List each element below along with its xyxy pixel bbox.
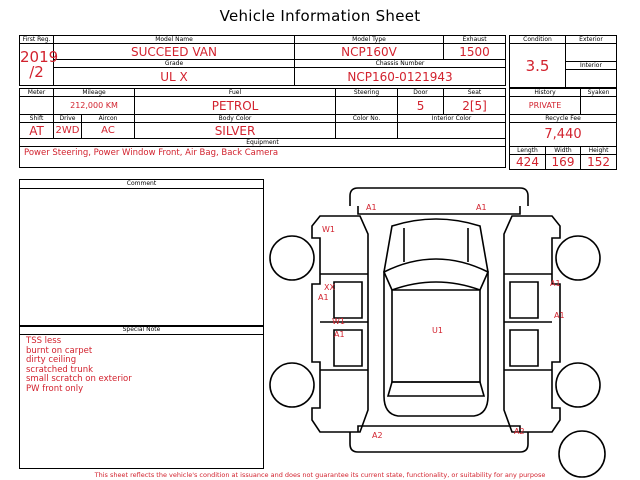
disclaimer-footer: This sheet reflects the vehicle's condition at issuance and does not guarantee its current state, functionality, or suitability for any purpose	[94, 471, 546, 479]
front-left-wheel-icon	[270, 236, 314, 280]
interior-label: Interior	[566, 62, 617, 70]
special-note-box	[19, 325, 264, 469]
special-note-item: small scratch on exterior	[26, 374, 132, 384]
seat-label: Seat	[444, 89, 506, 97]
history-value: PRIVATE	[510, 97, 581, 115]
grade-label: Grade	[54, 60, 295, 68]
first-reg-year: 2019	[20, 47, 59, 66]
model-name-label: Model Name	[54, 36, 295, 44]
top-view-body	[384, 219, 488, 416]
damage-mark: W1	[322, 225, 335, 234]
length-label: Length	[510, 147, 546, 155]
damage-mark: A1	[476, 203, 487, 212]
equipment-value: Power Steering, Power Window Front, Air Bag, Back Camera	[20, 147, 506, 168]
first-reg-label: First Reg.	[20, 36, 54, 44]
damage-mark: A1	[334, 330, 345, 339]
front-bumper-outline	[350, 188, 528, 206]
car-damage-diagram	[262, 182, 622, 470]
mileage-value: 212,000 KM	[54, 97, 135, 115]
exhaust-value: 1500	[444, 44, 506, 60]
hood-lines	[404, 228, 468, 262]
history-label: History	[510, 89, 581, 97]
door-value: 5	[398, 97, 444, 115]
fuel-value: PETROL	[135, 97, 336, 115]
damage-mark: A1	[550, 279, 561, 288]
height-label: Height	[581, 147, 617, 155]
roof-panel	[392, 290, 480, 382]
width-label: Width	[546, 147, 581, 155]
model-type-label: Model Type	[295, 36, 444, 44]
damage-mark: A1	[366, 203, 377, 212]
right-door-lines	[504, 274, 552, 370]
color-no-label: Color No.	[336, 115, 398, 123]
condition-label: Condition	[510, 36, 566, 44]
damage-mark: A1	[554, 311, 565, 320]
special-note-item: scratched trunk	[26, 364, 94, 375]
special-note-item: PW front only	[26, 383, 84, 394]
special-note-item: burnt on carpet	[26, 345, 93, 356]
drive-label: Drive	[54, 115, 82, 123]
shift-label: Shift	[20, 115, 54, 123]
length-value: 424	[510, 155, 546, 170]
windshield	[384, 259, 488, 290]
model-type-value: NCP160V	[295, 44, 444, 60]
special-note-label: Special Note	[20, 326, 263, 335]
special-note-item: dirty ceiling	[26, 355, 77, 365]
fuel-label: Fuel	[135, 89, 336, 97]
first-reg-value	[20, 44, 59, 86]
front-right-wheel-icon	[556, 236, 600, 280]
shift-value: AT	[20, 123, 54, 139]
recycle-fee-value: 7,440	[510, 123, 617, 147]
grade-value: UL X	[54, 68, 295, 86]
drive-value: 2WD	[54, 123, 82, 139]
special-note-item: TSS less	[26, 336, 62, 346]
damage-mark: U1	[432, 326, 443, 335]
first-reg-month: /2	[29, 62, 44, 81]
rear-window	[388, 382, 484, 396]
damage-mark: W1	[332, 317, 345, 326]
vehicle-details-table	[19, 88, 506, 168]
rear-right-wheel-icon	[556, 363, 600, 407]
seat-value: 2[5]	[444, 97, 506, 115]
body-color-label: Body Color	[135, 115, 336, 123]
height-value: 152	[581, 155, 617, 170]
steering-value	[336, 97, 398, 115]
recycle-fee-label: Recycle Fee	[510, 115, 617, 123]
syaken-value	[581, 97, 617, 115]
history-table	[509, 88, 617, 170]
vehicle-info-table	[19, 35, 506, 86]
equipment-label: Equipment	[20, 139, 506, 147]
chassis-number-value: NCP160-0121943	[295, 68, 506, 86]
interior-value	[566, 70, 617, 88]
special-note-list	[26, 337, 132, 394]
comment-label: Comment	[20, 180, 263, 189]
interior-color-label: Interior Color	[398, 115, 506, 123]
damage-mark: A2	[514, 427, 525, 436]
exhaust-label: Exhaust	[444, 36, 506, 44]
exterior-value	[566, 44, 617, 62]
sheet-title: Vehicle Information Sheet	[219, 7, 421, 25]
right-side-outline	[504, 216, 560, 432]
color-no-value	[336, 123, 398, 139]
damage-mark: A2	[372, 431, 383, 440]
aircon-value: AC	[82, 123, 135, 139]
model-name-value: SUCCEED VAN	[54, 44, 295, 60]
interior-color-value	[398, 123, 506, 139]
width-value: 169	[546, 155, 581, 170]
meter-label: Meter	[20, 89, 54, 97]
aircon-label: Aircon	[82, 115, 135, 123]
damage-mark: XX	[324, 283, 335, 292]
mileage-label: Mileage	[54, 89, 135, 97]
front-bumper-inner	[358, 206, 520, 214]
damage-mark: A1	[318, 293, 329, 302]
rear-left-wheel-icon	[270, 363, 314, 407]
condition-value: 3.5	[510, 44, 566, 88]
door-label: Door	[398, 89, 444, 97]
syaken-label: Syaken	[581, 89, 617, 97]
steering-label: Steering	[336, 89, 398, 97]
exterior-label: Exterior	[566, 36, 617, 44]
comment-box	[19, 179, 264, 327]
body-color-value: SILVER	[135, 123, 336, 139]
meter-value	[20, 97, 54, 115]
chassis-number-label: Chassis Number	[295, 60, 506, 68]
condition-table	[509, 35, 617, 88]
